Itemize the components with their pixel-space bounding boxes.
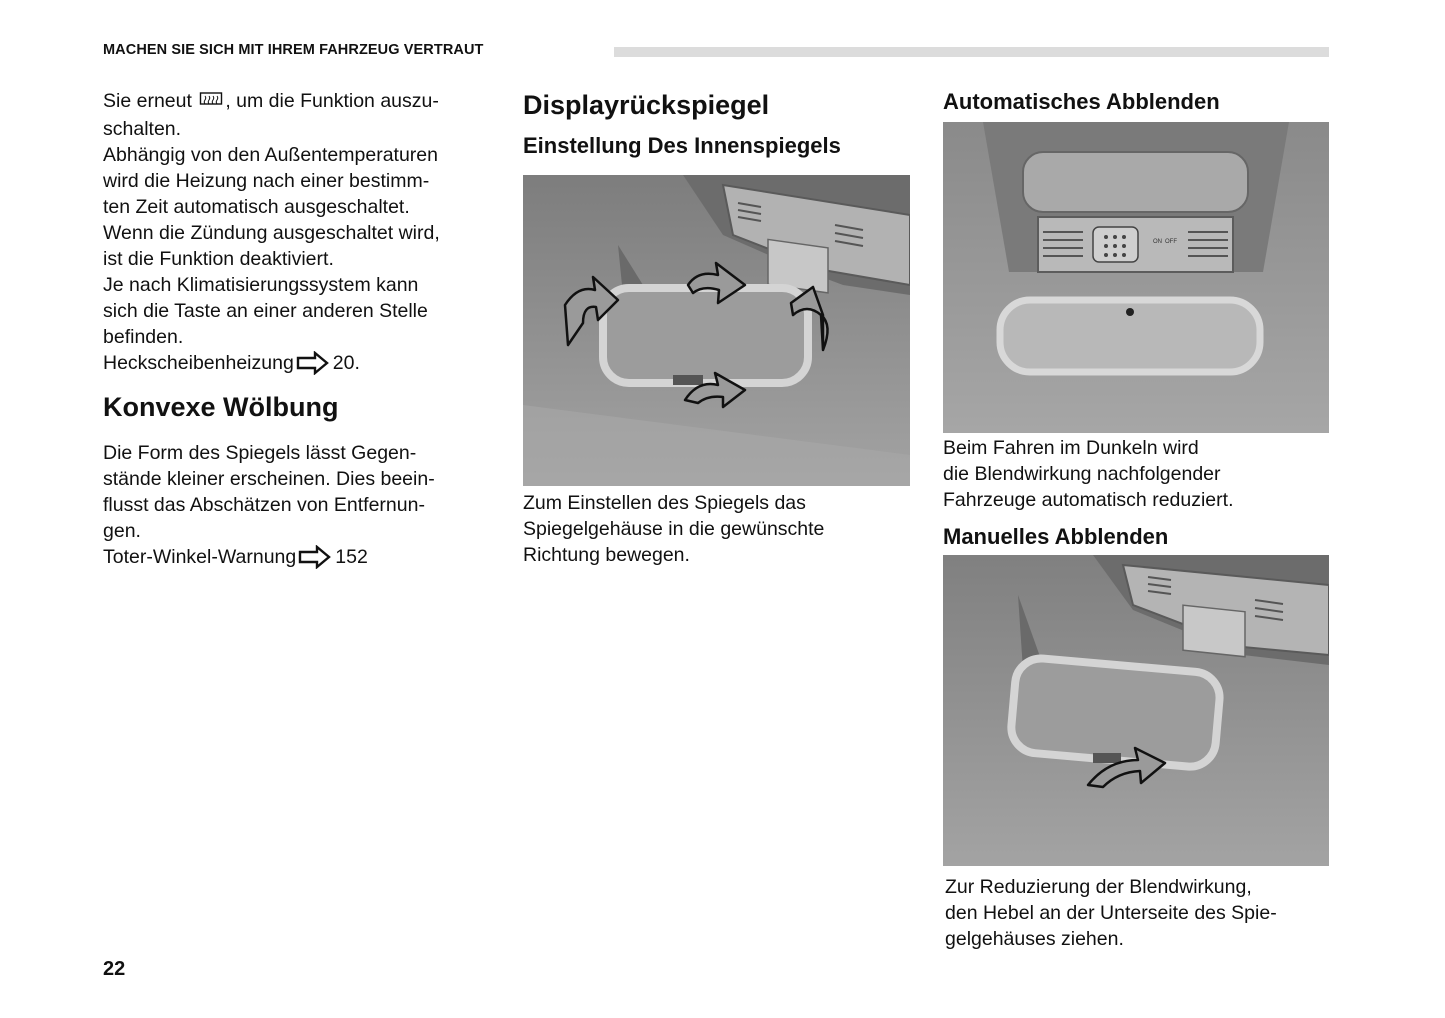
column-right [943,88,1333,952]
caption-line: gelgehäuses ziehen. [945,928,1124,950]
column-middle [523,88,913,568]
auto-dimming-mirror-illustration [943,122,1329,433]
caption-line: Zur Reduzierung der Blendwirkung, [945,876,1252,898]
body-line: schalten. [103,118,182,140]
section-heading-displayrueckspiegel: Displayrückspiegel [523,90,770,120]
body-line: ten Zeit automatisch ausgeschaltet. [103,196,410,218]
header-rule [614,47,1329,57]
rear-window-heating-icon [199,90,223,116]
reference-page: 20. [332,352,360,374]
reference-label: Heckscheibenheizung [103,352,294,374]
reference-page: 152 [335,546,368,568]
body-line: Je nach Klimatisierungssystem kann [103,274,419,296]
reference-arrow-icon [298,545,332,569]
figure-caption [943,435,1333,513]
subheading-einstellung: Einstellung Des Innenspiegels [523,133,841,158]
caption-line: die Blendwirkung nachfolgender [943,463,1221,485]
section-heading-konvexe: Konvexe Wölbung [103,392,339,422]
panel-on-label: ON [1153,239,1162,245]
body-line: Die Form des Spiegels lässt Gegen- [103,442,417,464]
running-header: MACHEN SIE SICH MIT IHREM FAHRZEUG VERTRAUT [103,42,484,58]
manual-dimming-mirror-illustration [943,555,1329,866]
page-number: 22 [103,958,126,980]
body-line: Wenn die Zündung ausgeschaltet wird, [103,222,440,244]
body-line: sich die Taste an einer anderen Stelle [103,300,428,322]
body-line: Abhängig von den Außentemperaturen [103,144,438,166]
caption-line: Zum Einstellen des Spiegels das [523,492,806,514]
caption-line: Spiegelgehäuse in die gewünschte [523,518,825,540]
body-line: stände kleiner erscheinen. Dies beein- [103,468,435,490]
intro-after-icon: , um die Funktion auszu- [225,90,439,112]
body-line: ist die Funktion deaktiviert. [103,248,334,270]
subheading-manuell: Manuelles Abblenden [943,524,1169,549]
panel-off-label: OFF [1165,239,1177,245]
reference-arrow-icon [296,351,330,375]
figure-caption [943,874,1333,952]
cross-reference[interactable] [103,544,488,570]
caption-line: Beim Fahren im Dunkeln wird [943,437,1199,459]
caption-line: Richtung bewegen. [523,544,690,566]
intro-line [103,88,488,116]
subheading-automatisch: Automatisches Abblenden [943,89,1220,114]
intro-before-icon: Sie erneut [103,90,192,112]
caption-line: den Hebel an der Unterseite des Spie- [945,902,1277,924]
caption-line: Fahrzeuge automatisch reduziert. [943,489,1234,511]
figure-caption [523,490,913,568]
column-left [103,88,488,570]
body-line: befinden. [103,326,184,348]
body-line: wird die Heizung nach einer bestimm- [103,170,430,192]
body-line: flusst das Abschätzen von Entfernun- [103,494,425,516]
reference-label: Toter-Winkel-Warnung [103,546,297,568]
cross-reference[interactable] [103,350,488,376]
body-line: gen. [103,520,141,542]
mirror-adjust-illustration [523,175,910,486]
